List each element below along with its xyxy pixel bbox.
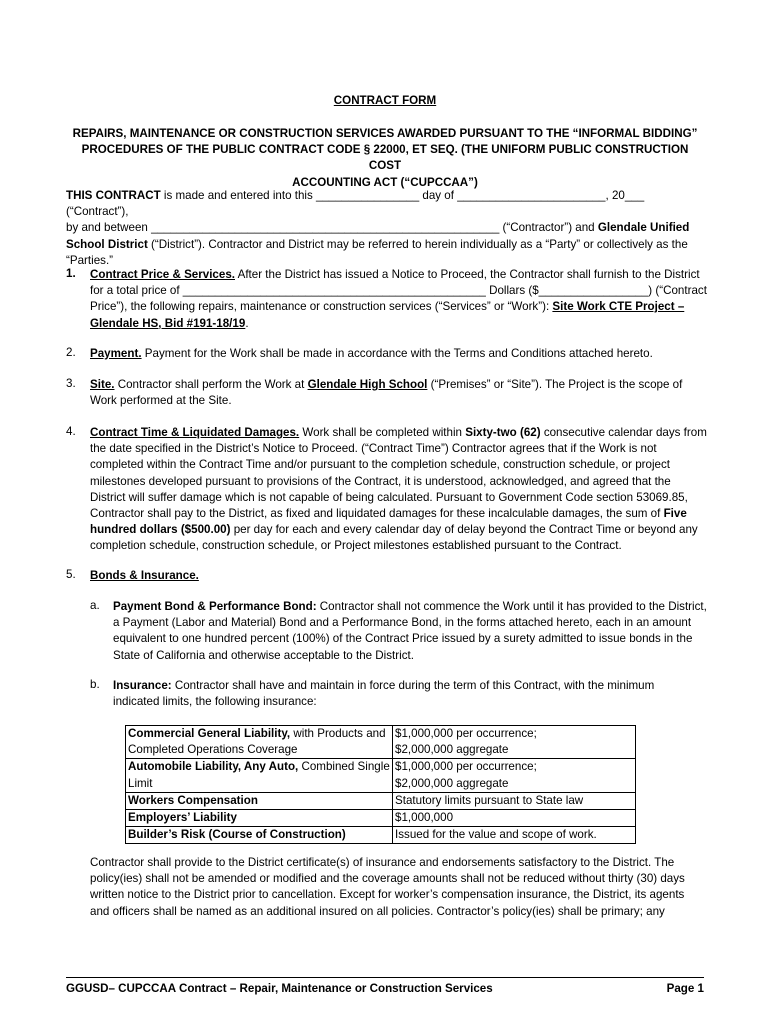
coverage-type-cell: [126, 759, 393, 792]
section-5a-label: a.: [90, 599, 100, 612]
closing-line-1: Contractor shall provide to the District certificate(s) of insurance and endorsements satisfactory to the District. The: [90, 856, 675, 869]
section-2-text: Payment for the Work shall be made in accordance with the Terms and Conditions attached hereto.: [141, 347, 653, 360]
section-5a-line-2: a Payment (Labor and Material) Bond and a Performance Bond, in the forms attached hereto, each in an amount: [113, 616, 692, 630]
intro-district-name: Glendale Unified: [597, 221, 690, 235]
coverage-limit: $1,000,000 per occurrence;: [395, 760, 537, 774]
coverage-type-line-2: Limit: [128, 776, 153, 790]
coverage-type-cell: [126, 726, 393, 759]
section-4-line-4: milestones developed pursuant to provisions of the Contract, it is understood, acknowledged, and agreed that the: [90, 474, 671, 488]
section-4-line-3: completed within the Contract Time and/or pursuant to the completion schedule, construction schedule, or project: [90, 458, 671, 472]
section-2-heading: Payment.: [90, 347, 142, 360]
coverage-limit-cell: Issued for the value and scope of work.: [393, 827, 636, 844]
subtitle-line-1: REPAIRS, MAINTENANCE OR CONSTRUCTION SERVICES AWARDED PURSUANT TO THE “INFORMAL BIDDING”: [72, 127, 698, 140]
subtitle-line-3: ACCOUNTING ACT (“CUPCCAA”): [292, 175, 478, 189]
section-4-number: 4.: [66, 425, 76, 438]
coverage-type: Commercial General Liability,: [128, 727, 291, 740]
intro-district-label: School District: [66, 237, 148, 251]
intro-lead: THIS CONTRACT: [66, 189, 161, 202]
contract-days: Sixty-two (62): [465, 426, 541, 439]
page-number: Page 1: [666, 982, 704, 995]
section-5-heading: Bonds & Insurance.: [90, 569, 199, 582]
contract-subtitle: [66, 126, 704, 191]
section-5a-heading: Payment Bond & Performance Bond:: [113, 600, 317, 613]
coverage-limit-cell: [393, 726, 636, 759]
insurance-table: [125, 725, 636, 844]
section-3-heading: Site.: [90, 378, 115, 391]
section-5-number: 5.: [66, 568, 76, 581]
section-4-line-1a: Work shall be completed within: [299, 426, 466, 439]
site-name: Glendale High School: [307, 378, 428, 391]
section-4: [90, 425, 710, 555]
section-3: [90, 377, 710, 409]
intro-paragraph: [66, 188, 706, 269]
section-2-number: 2.: [66, 346, 76, 359]
coverage-limit-cell: Statutory limits pursuant to State law: [393, 792, 636, 809]
coverage-type-cell: Employers’ Liability: [126, 810, 393, 827]
coverage-type: Automobile Liability, Any Auto,: [128, 760, 299, 774]
coverage-type-cell: Builder’s Risk (Course of Construction): [126, 827, 393, 844]
section-5b: [113, 678, 713, 710]
section-3-line-1c: (“Premises” or “Site”). The Project is the scope of: [427, 378, 683, 391]
insurance-closing-paragraph: [90, 855, 710, 920]
section-5b-label: b.: [90, 678, 100, 691]
coverage-limit-cell: $1,000,000: [393, 810, 636, 827]
intro-line-4: “Parties.”: [66, 253, 114, 267]
coverage-limit-cell: [393, 759, 636, 792]
subtitle-line-2: PROCEDURES OF THE PUBLIC CONTRACT CODE § 22000, ET SEQ. (THE UNIFORM PUBLIC CONSTRUCTION COST: [81, 143, 689, 173]
table-row: [126, 759, 636, 792]
section-1-line-3: Price”), the following repairs, maintenance or construction services (“Services” or “Work”):: [90, 300, 553, 314]
section-4-line-7: per day for each and every calendar day of delay beyond the Contract Time or beyond any: [230, 523, 698, 537]
section-1-line-1: After the District has issued a Notice to Proceed, the Contractor shall furnish to the District: [235, 268, 700, 281]
section-5b-heading: Insurance:: [113, 679, 172, 692]
section-4-line-1c: consecutive calendar days from: [540, 426, 707, 439]
coverage-limit-line-2: $2,000,000 aggregate: [395, 776, 509, 790]
section-1-heading: Contract Price & Services.: [90, 268, 235, 281]
damages-amount-a: Five: [663, 507, 687, 521]
section-3-number: 3.: [66, 377, 76, 390]
section-3-line-1a: Contractor shall perform the Work at: [114, 378, 308, 391]
intro-line-3: (“District”). Contractor and District may be referred to herein individually as a “Party” or collectively as the: [147, 237, 688, 251]
section-4-line-5: District will suffer damage which is not capable of being calculated. Pursuant to Government Code section 53069.85,: [90, 490, 688, 504]
table-row: [126, 726, 636, 759]
damages-amount-b: hundred dollars ($500.00): [90, 523, 231, 537]
coverage-limit-line-2: $2,000,000 aggregate: [395, 743, 509, 757]
table-row: [126, 792, 636, 809]
closing-line-2: policy(ies) shall not be amended or modified and the coverage amounts shall not be reduced without thirty (30) days: [90, 872, 685, 886]
coverage-limit: $1,000,000 per occurrence;: [395, 727, 537, 740]
section-3-line-2: Work performed at the Site.: [90, 394, 232, 408]
coverage-type-rest: Combined Single: [298, 760, 390, 774]
section-4-line-2: the date specified in the District’s Notice to Proceed. (“Contract Time”) Contractor agrees that if the Work is not: [90, 442, 657, 456]
section-2: [90, 346, 710, 362]
coverage-type-cell: Workers Compensation: [126, 792, 393, 809]
intro-line-1: is made and entered into this ________________ day of _______________________, 20___ (“Contract”),: [66, 189, 645, 219]
coverage-type-line-2: Completed Operations Coverage: [128, 743, 298, 757]
section-5a: [113, 599, 713, 664]
section-4-line-8: completion schedule, construction schedule, or Project milestones established pursuant to the Contract.: [90, 539, 622, 553]
section-5a-line-1: Contractor shall not commence the Work until it has provided to the District,: [316, 600, 707, 613]
section-1-period: .: [245, 316, 249, 330]
coverage-type-rest: with Products and: [290, 727, 386, 740]
footer-title: GGUSD– CUPCCAA Contract – Repair, Maintenance or Construction Services: [66, 982, 493, 995]
table-row: [126, 810, 636, 827]
section-5b-line-2: indicated limits, the following insurance:: [113, 695, 317, 709]
section-5b-line-1: Contractor shall have and maintain in force during the term of this Contract, with the minimum: [171, 679, 655, 692]
footer-divider: [66, 977, 704, 978]
closing-line-4: and officers shall be named as an additional insured on all policies. Contractor’s policy(ies) shall be primary; any: [90, 904, 665, 918]
section-4-heading: Contract Time & Liquidated Damages.: [90, 426, 300, 439]
contract-title: CONTRACT FORM: [333, 94, 437, 107]
closing-line-3: written notice to the District prior to cancellation. Except for worker’s compensation insurance, the District, its agents: [90, 888, 685, 902]
section-5: [90, 568, 710, 584]
project-name: Site Work CTE Project –: [552, 300, 685, 314]
table-row: [126, 827, 636, 844]
project-bid: Glendale HS, Bid #191-18/19: [90, 316, 246, 330]
section-4-line-6: Contractor shall pay to the District, as fixed and liquidated damages for these incalculable damages, the sum of: [90, 507, 664, 521]
intro-line-2: by and between ______________________________________________________ (“Contractor”) and: [66, 221, 598, 235]
section-1: [90, 267, 710, 332]
section-1-line-2: for a total price of _______________________________________________ Dollars ($_________________) (“Contract: [90, 284, 707, 298]
section-5a-line-3: equivalent to one hundred percent (100%) of the Contract Price issued by a surety admitted to issue bonds in the: [113, 632, 693, 646]
section-1-number: 1.: [66, 267, 76, 280]
section-5a-line-4: State of California and otherwise acceptable to the District.: [113, 648, 414, 662]
